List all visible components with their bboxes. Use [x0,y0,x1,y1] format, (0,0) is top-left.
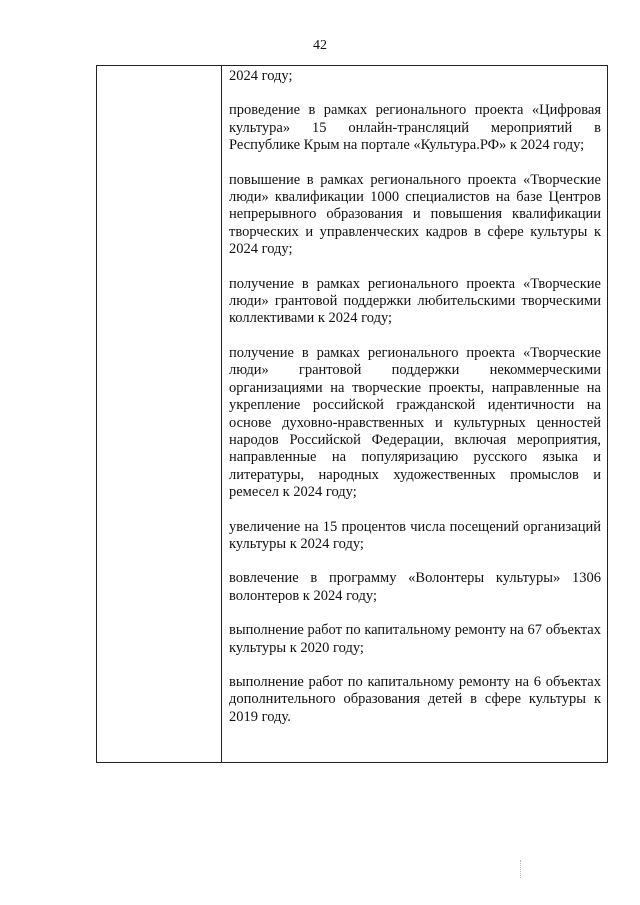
table-right-column [222,66,607,726]
list-item: выполнение работ по капитальному ремонту на 6 объектах дополнительного образования детей в сфере культуры к 2019 году. [229,673,601,725]
table-left-column [97,66,222,762]
page-number: 42 [313,38,327,53]
list-item: проведение в рамках регионального проекта «Цифровая культура» 15 онлайн-трансляций мероприятий в Республике Крым на портале «Культура.РФ» к 2024 году; [229,102,601,154]
list-item: получение в рамках регионального проекта «Творческие люди» грантовой поддержки некоммерческими организациями на творческие проекты, направленные на укрепление российской гражданской идентичности на основе духовно-нравственных и культурных ценностей народов Российской Федерации, включая мероприятия, направленные на популяризацию русского языка и литературы, народных художественных промыслов и ремесел к 2024 году; [229,344,601,501]
list-item: 2024 году; [229,68,293,84]
list-item: повышение в рамках регионального проекта «Творческие люди» квалификации 1000 специалистов на базе Центров непрерывного образования и повышения квалификации творческих и управленческих кадров в сфере культуры к 2024 году; [229,171,601,258]
list-item: увеличение на 15 процентов числа посещений организаций культуры к 2024 году; [229,518,601,552]
list-item: получение в рамках регионального проекта «Творческие люди» грантовой поддержки любительскими творческими коллективами к 2024 году; [229,275,601,327]
scan-artifact [520,860,523,878]
list-item: вовлечение в программу «Волонтеры культуры» 1306 волонтеров к 2024 году; [229,570,601,604]
document-table [96,65,608,763]
list-item: выполнение работ по капитальному ремонту на 67 объектах культуры к 2020 году; [229,622,601,656]
